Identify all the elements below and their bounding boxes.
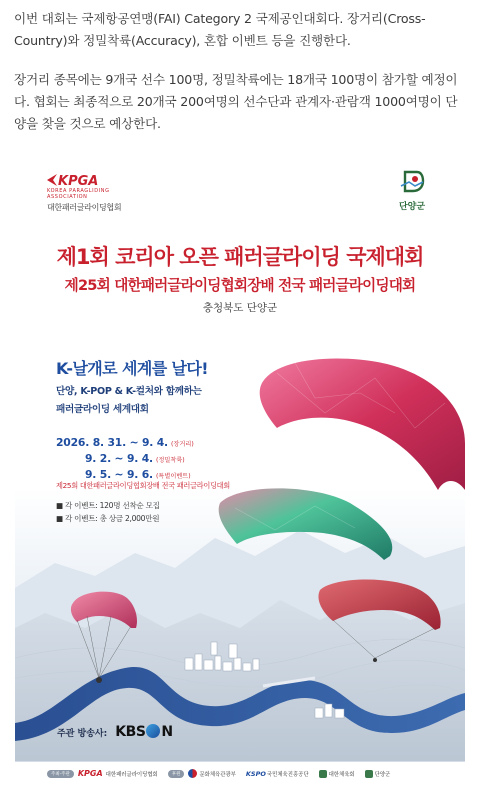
championship-note: 제25회 대한패러글라이딩협회장배 전국 패러글라이딩대회	[56, 481, 230, 490]
broadcaster	[57, 721, 173, 740]
poster-subtitle: 제25회 대한패러글라이딩협회장배 전국 패러글라이딩대회	[64, 277, 416, 294]
kspo-name: 국민체육진흥공단	[266, 771, 309, 778]
date-range: 9. 5. ~ 9. 6.	[85, 468, 153, 481]
poster-title: 제1회 코리아 오픈 패러글라이딩 국제대회	[56, 245, 424, 269]
poster-slogan: K-날개로 세계를 날다!	[56, 359, 208, 378]
kbs-logo: KBS	[115, 724, 146, 740]
event-info: ■ 각 이벤트: 총 상금 2,000만원	[56, 514, 160, 523]
kbs-logo-n: N	[161, 724, 174, 740]
ministry-emblem-icon	[188, 769, 197, 778]
poster-tagline: 단양, K-POP & K-컬처와 함께하는	[56, 386, 202, 397]
poster-tagline: 패러글라이딩 세계대회	[56, 404, 149, 415]
kpga-subtitle: KOREA PARAGLIDING ASSOCIATION	[47, 188, 110, 200]
event-dates	[56, 431, 296, 479]
date-row	[56, 431, 296, 447]
county-icon	[365, 770, 373, 778]
danyang-name: 단양군	[398, 202, 426, 212]
kpga-footer-logo: KPGA	[77, 769, 103, 778]
host-name: 대한패러글라이딩협회	[105, 771, 158, 778]
host-badge: 주최·주관	[47, 770, 74, 778]
danyang-logo	[389, 170, 435, 212]
broadcaster-label: 주관 방송사:	[57, 729, 108, 739]
kpga-wordmark	[47, 172, 119, 188]
sports-council-name: 대한체육회	[328, 771, 355, 778]
poster-venue: 충청북도 단양군	[202, 302, 278, 314]
kspo-logo: KSPO	[245, 769, 266, 778]
event-info: ■ 각 이벤트: 120명 선착순 모집	[56, 501, 160, 510]
date-row	[56, 447, 296, 463]
date-event-tag: (장거리)	[170, 441, 194, 448]
event-poster	[15, 158, 465, 785]
county-name: 단양군	[374, 771, 391, 778]
date-range: 9. 2. ~ 9. 4.	[85, 452, 153, 465]
danyang-emblem-icon	[399, 170, 425, 194]
svg-text:KPGA: KPGA	[58, 174, 99, 188]
sports-council-icon	[319, 770, 327, 778]
article-body	[14, 8, 466, 135]
article-paragraph: 장거리 종목에는 9개국 선수 100명, 정밀착륙에는 18개국 100명이 참가할 예정이다. 협회는 최종적으로 20개국 200여명의 선수단과 관계자·관람객 1000여명이 단양을 찾을 것으로 예상한다.	[14, 72, 458, 131]
date-row	[56, 463, 296, 479]
pilot	[96, 677, 102, 683]
date-event-tag: (특별이벤트)	[155, 473, 191, 480]
ministry-name: 문화체육관광부	[199, 771, 236, 778]
kbs-circle-icon	[146, 724, 160, 738]
article-paragraph: 이번 대회는 국제항공연맹(FAI) Category 2 국제공인대회다. 장거리(Cross-Country)와 정밀착륙(Accuracy), 혼합 이벤트 등을 진행한다.	[14, 11, 426, 48]
poster-sponsors	[15, 761, 465, 785]
kpga-logo	[47, 172, 127, 213]
pilot	[373, 658, 377, 662]
date-range: 2026. 8. 31. ~ 9. 4.	[56, 436, 168, 449]
support-badge: 후원	[168, 770, 185, 778]
kpga-org-name: 대한패러글라이딩협회	[47, 203, 122, 212]
date-event-tag: (정밀착륙)	[155, 457, 185, 464]
